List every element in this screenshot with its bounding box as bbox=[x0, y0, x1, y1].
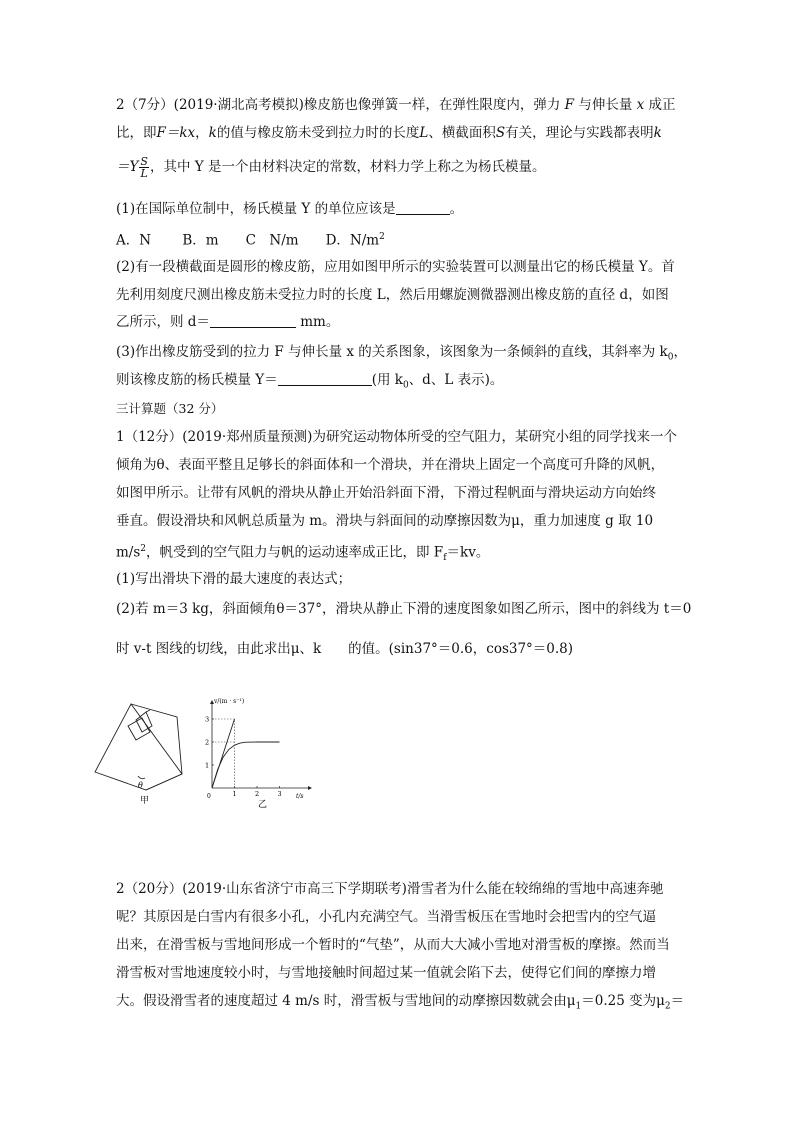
q2-text: (3)作出橡皮筋受到的拉力 F 与伸长量 x 的关系图象，该图象为一条倾斜的直线，其斜率为 k bbox=[116, 344, 668, 360]
calc2-line-3: 出来，在滑雪板与雪地间形成一个暂时的“气垫”，从而大大减小雪地对滑雪板的摩擦。然而当 bbox=[116, 937, 670, 953]
calc1-text: m/s bbox=[116, 544, 141, 561]
formula-F-kx: F＝kx bbox=[156, 125, 196, 141]
q2-text: 与伸长量 bbox=[578, 97, 633, 113]
calc2-line-1: 2（20分）(2019·山东省济宁市高三下学期联考)滑雪者为什么能在较绵绵的雪地中高速奔驰 bbox=[116, 881, 664, 897]
q2-text: 。 bbox=[449, 201, 464, 217]
q2-text: 比，即 bbox=[116, 125, 157, 141]
var-k: k bbox=[208, 125, 217, 141]
var-k: k bbox=[653, 125, 662, 141]
section-title: 三计算题（32 分） bbox=[116, 401, 224, 416]
q2-text: (2)有一段横截面是圆形的橡皮筋，应用如图甲所示的实验装置可以测量出它的杨氏模量 Y。首 bbox=[116, 259, 675, 275]
options-text: A．N B．m C N/m D．N/m bbox=[116, 232, 380, 249]
q2-text: ， bbox=[673, 344, 687, 360]
q2-sub2-line-1 bbox=[116, 258, 675, 276]
q2-sub2-line-2 bbox=[116, 286, 669, 304]
subscript: f bbox=[443, 553, 447, 564]
subscript: 0 bbox=[667, 352, 674, 363]
calc1-text: ＝kv。 bbox=[446, 544, 490, 561]
q2-text: 2（7分）(2019·湖北高考模拟)橡皮筋也像弹簧一样，在弹性限度内，弹力 bbox=[116, 97, 561, 113]
q2-text: 的值与橡皮筋未受到拉力时的长度 bbox=[216, 125, 420, 141]
var-x: x bbox=[636, 97, 645, 113]
calc2-line-4: 滑雪板对雪地速度较小时，与雪地接触时间超过某一值就会陷下去，使得它们间的摩擦力增 bbox=[116, 965, 656, 981]
q2-line-2 bbox=[116, 124, 662, 142]
q2-sub2-line-3 bbox=[116, 313, 339, 331]
q2-text: 、横截面积 bbox=[428, 125, 496, 141]
calc2-line-5 bbox=[116, 992, 684, 1016]
var-S: S bbox=[495, 125, 506, 141]
answer-blank-1[interactable] bbox=[396, 201, 450, 215]
x-tick-label: 2 bbox=[255, 790, 260, 798]
q2-text: 成正 bbox=[648, 97, 676, 113]
y-axis-label: v/(m · s⁻¹) bbox=[214, 698, 245, 705]
incline-diagram bbox=[95, 704, 182, 790]
q2-sub3-line-1 bbox=[116, 343, 687, 367]
fraction-denominator: L bbox=[140, 167, 148, 180]
q2-text: 、d、L 表示)。 bbox=[408, 372, 504, 388]
calc1-text: ，帆受到的空气阻力与帆的运动速率成正比，即 F bbox=[146, 544, 444, 561]
figures bbox=[90, 690, 320, 810]
calc1-line-3: 如图甲所示。让带有风帆的滑块从静止开始沿斜面下滑，下滑过程帆面与滑块运动方向始终 bbox=[116, 485, 656, 501]
y-tick-label: 1 bbox=[205, 761, 210, 770]
superscript: 2 bbox=[379, 232, 385, 242]
calc1-q1: (1)写出滑块下滑的最大速度的表达式； bbox=[116, 571, 352, 587]
subscript: 2 bbox=[664, 1001, 671, 1012]
q2-text: 乙所示，则 d＝ bbox=[116, 314, 210, 330]
x-tick-label: 3 bbox=[277, 790, 282, 798]
calc1-q2-line-2: 时 v-t 图线的切线，由此求出μ、k 的值。(sin37°＝0.6，cos37°＝0.8) bbox=[116, 641, 574, 657]
answer-blank-2[interactable] bbox=[210, 314, 296, 328]
calc2-text: ＝ bbox=[670, 993, 685, 1009]
calc2-line-2: 呢？其原因是白雪内有很多小孔，小孔内充满空气。当滑雪板压在雪地时会把雪内的空气逼 bbox=[116, 909, 656, 925]
velocity-curve bbox=[212, 742, 280, 788]
q2-text: mm。 bbox=[300, 314, 340, 330]
q2-text: ，其中 Y 是一个由材料决定的常数，材料力学上称之为杨氏模量。 bbox=[149, 159, 546, 175]
q2-line-3 bbox=[116, 156, 545, 179]
calc1-line-1: 1（12分）(2019·郑州质量预测)为研究运动物体所受的空气阻力，某研究小组的同学找来一个 bbox=[116, 429, 677, 445]
y-tick-label: 2 bbox=[205, 738, 210, 747]
y-tick-label: 3 bbox=[205, 715, 210, 724]
x-axis-label: t/s bbox=[296, 793, 304, 800]
q2-text: (用 k bbox=[371, 372, 403, 388]
fraction-S-over-L bbox=[139, 156, 149, 179]
x-axis-arrow bbox=[308, 786, 312, 790]
q2-options bbox=[116, 228, 385, 250]
calc1-line-5 bbox=[116, 540, 489, 567]
formula-k-eq: ＝Y bbox=[116, 159, 139, 175]
x-tick-label: 1 bbox=[232, 790, 237, 798]
q2-sub1 bbox=[116, 200, 463, 218]
theta-label: θ bbox=[138, 781, 143, 790]
var-L: L bbox=[419, 125, 429, 141]
figure-label-yi: 乙 bbox=[258, 800, 268, 810]
figure-label-jia: 甲 bbox=[140, 796, 150, 806]
q2-sub1-text: (1)在国际单位制中，杨氏模量 Y 的单位应该是 bbox=[116, 201, 396, 217]
calc1-q2-line-1: (2)若 m＝3 kg，斜面倾角θ＝37°，滑块从静止下滑的速度图象如图乙所示，图中的斜线为 t＝0 bbox=[116, 601, 692, 617]
subscript: 0 bbox=[402, 380, 409, 391]
angle-arc bbox=[138, 776, 145, 779]
q2-text: 有关，理论与实践都表明 bbox=[505, 125, 654, 141]
sail-edge bbox=[146, 710, 150, 712]
var-F: F bbox=[564, 97, 575, 113]
q2-text: ， bbox=[195, 125, 209, 141]
answer-blank-3[interactable] bbox=[278, 372, 372, 386]
origin-label: 0 bbox=[207, 793, 211, 800]
fraction-numerator: S bbox=[140, 155, 148, 168]
calc2-text: 大。假设滑雪者的速度超过 4 m/s 时，滑雪板与雪地间的动摩擦因数就会由μ bbox=[116, 993, 576, 1009]
q2-text: 则该橡皮筋的杨氏模量 Y＝ bbox=[116, 372, 278, 388]
calc2-text: ＝0.25 变为μ bbox=[581, 993, 665, 1009]
incline-base bbox=[146, 774, 182, 790]
calc1-line-4: 垂直。假设滑块和风帆总质量为 m。滑块与斜面间的动摩擦因数为μ，重力加速度 g 取 10 bbox=[116, 513, 654, 529]
q2-sub3-line-2 bbox=[116, 371, 503, 395]
superscript: 2 bbox=[140, 544, 147, 554]
q2-line-1 bbox=[116, 96, 676, 114]
subscript: 1 bbox=[575, 1001, 582, 1012]
q2-text: 先利用刻度尺测出橡皮筋未受拉力时的长度 L，然后用螺旋测微器测出橡皮筋的直径 d，如图 bbox=[116, 287, 669, 303]
tangent-line bbox=[212, 719, 235, 788]
vt-graph bbox=[205, 698, 312, 800]
calc1-line-2: 倾角为θ、表面平整且足够长的斜面体和一个滑块，并在滑块上固定一个高度可升降的风帆， bbox=[116, 457, 665, 473]
